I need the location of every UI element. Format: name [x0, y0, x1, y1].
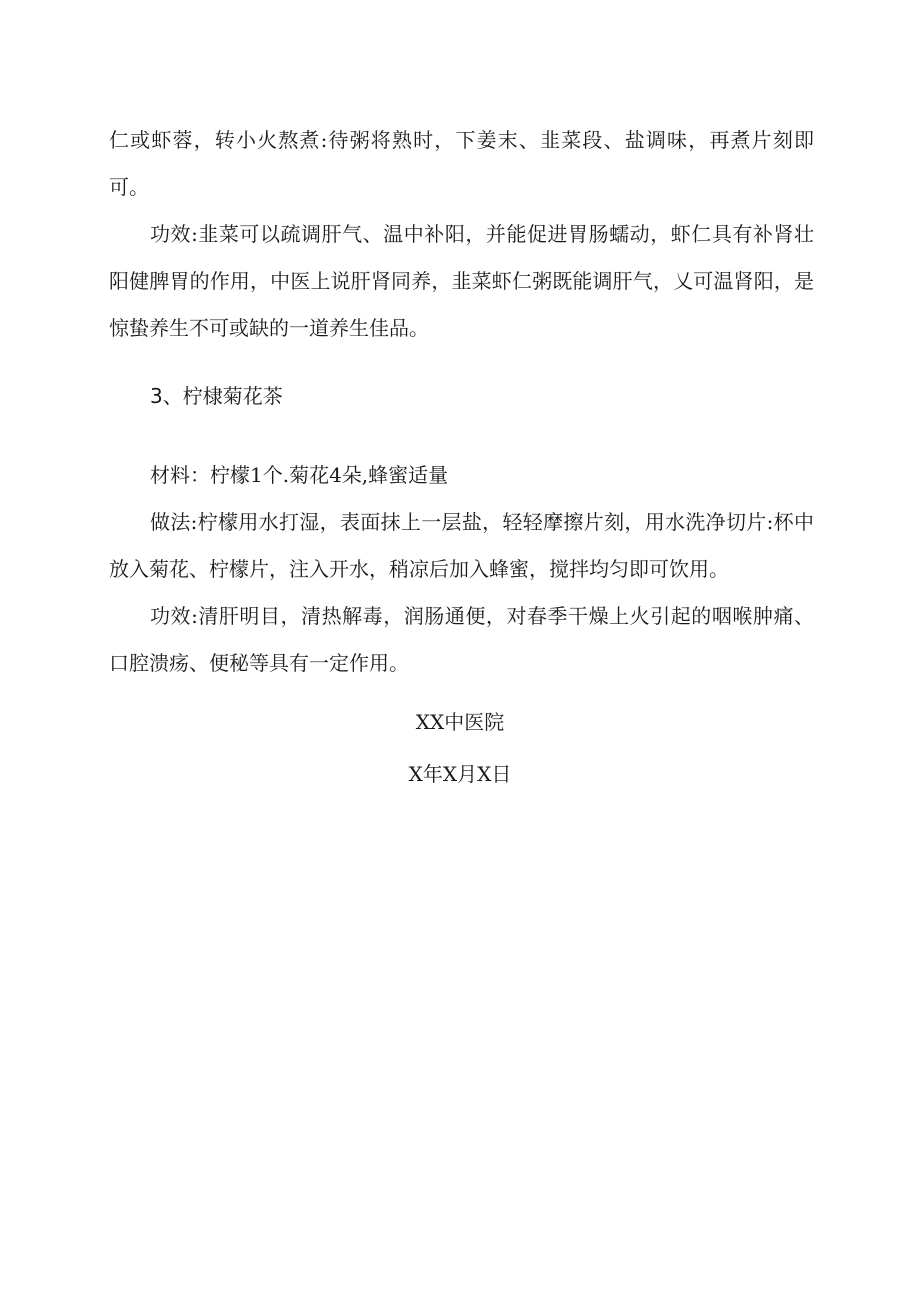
- paragraph-tea-ingredients: 材料：柠檬1个.菊花4朵,蜂蜜适量: [150, 463, 449, 487]
- paragraph-tea-method: 做法:柠檬用水打湿，表面抹上一层盐，轻轻摩擦片刻，用水洗净切片:杯中放入菊花、柠檬片，注入开水，稍凉后加入蜂蜜，搅拌均匀即可饮用。: [109, 510, 814, 581]
- section-heading-lemon-chrysanthemum-tea: 3、柠棣菊花茶: [150, 384, 283, 408]
- signature-organization: XX中医院: [415, 710, 505, 734]
- paragraph-porridge-method-end: 仁或虾蓉，转小火熬煮:待粥将熟时，下姜末、韭菜段、盐调味，再煮片刻即可。: [109, 128, 814, 199]
- paragraph-tea-effect: 功效:清肝明目，清热解毒，润肠通便，对春季干燥上火引起的咽喉肿痛、口腔溃疡、便秘等具有一定作用。: [109, 604, 814, 675]
- signature-date: X年X月X日: [408, 762, 512, 786]
- paragraph-porridge-effect: 功效:韭菜可以疏调肝气、温中补阳，并能促进胃肠蠕动，虾仁具有补肾壮阳健脾胃的作用，中医上说肝肾同养，韭菜虾仁粥既能调肝气，乂可温肾阳，是惊蛰养生不可或缺的一道养生佳品。: [109, 222, 814, 340]
